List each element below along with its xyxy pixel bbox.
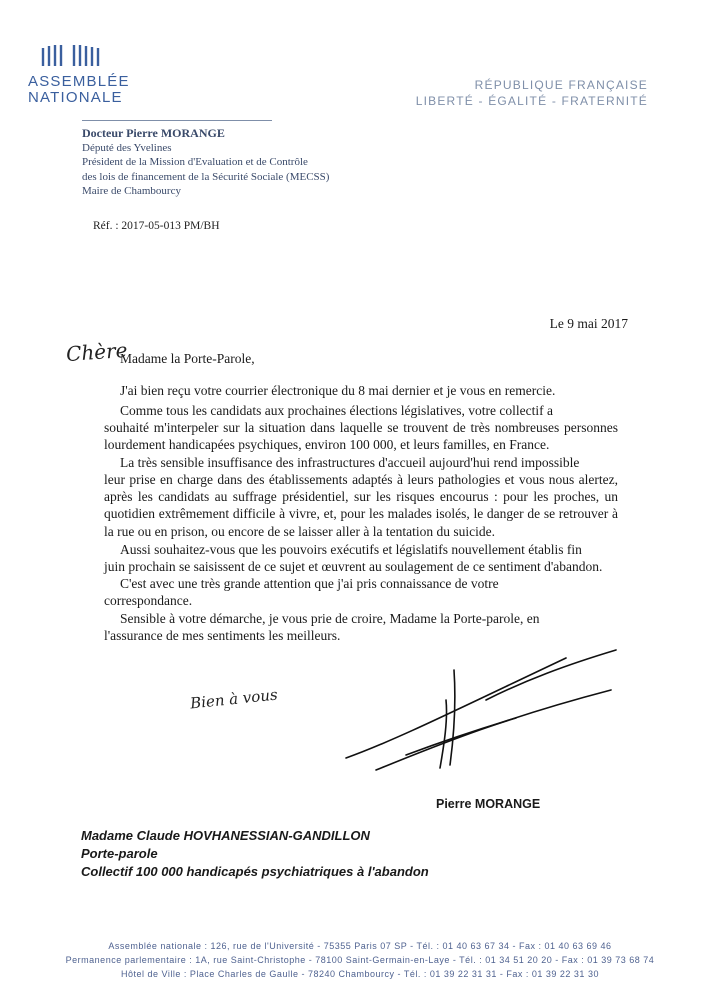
sender-line3: des lois de financement de la Sécurité Sociale (MECSS) [82, 170, 330, 183]
paragraph-6-rest: l'assurance de mes sentiments les meilleurs. [104, 628, 341, 643]
header-divider [82, 120, 272, 121]
sender-name: Docteur Pierre MORANGE [82, 126, 225, 140]
paragraph-2-rest: souhaité m'interpeler sur la situation dans laquelle se trouvent de très nombreuses personnes lourdement handicapées psychiques, environ 100 000, et leurs familles, en France. [104, 420, 618, 453]
sender-line2: Président de la Mission d'Evaluation et de Contrôle [82, 156, 308, 168]
addressee-block [81, 827, 429, 881]
paragraph-3-first-line: La très sensible insuffisance des infrastructures d'accueil aujourd'hui rend impossible [120, 455, 580, 470]
republic-motto: LIBERTÉ - ÉGALITÉ - FRATERNITÉ [415, 94, 648, 108]
paragraph-5-rest: correspondance. [104, 593, 193, 608]
sender-line4: Maire de Chambourcy [82, 185, 181, 197]
paragraph-3-rest: leur prise en charge dans des établissements adaptés à leurs pathologies et vous nous alertez, après les candidats au suffrage présidentiel, sur les risques encourus : pour les proches, un quotidien extrêmement difficile à vivre, et, pour les malades isolés, le danger de se retrouver à la rue ou en prison, ou encore de se laisser aller à la tentation du suicide. [104, 472, 618, 539]
salutation: Madame la Porte-Parole, [120, 351, 255, 366]
sender-block [82, 126, 329, 199]
handwritten-salutation: Chère [65, 337, 129, 367]
logo-text-line2: NATIONALE [28, 89, 123, 106]
paragraph-2-first-line: Comme tous les candidats aux prochaines élections législatives, votre collectif a [120, 403, 553, 418]
footer-line3: Hôtel de Ville : Place Charles de Gaulle - 78240 Chambourcy - Tél. : 01 39 22 31 31 - Fax : 01 39 22 31 30 [121, 969, 599, 979]
signatory-name: Pierre MORANGE [436, 797, 541, 811]
footer-line1: Assemblée nationale : 126, rue de l'Université - 75355 Paris 07 SP - Tél. : 01 40 63 67 34 - Fax : 01 40 63 69 46 [108, 941, 612, 951]
reference: Réf. : 2017-05-013 PM/BH [93, 220, 220, 232]
republic-title: RÉPUBLIQUE FRANÇAISE [474, 78, 648, 92]
paragraph-4-rest: juin prochain se saisissent de ce sujet et œuvrent au soulagement de ce sentiment d'abandon. [104, 559, 603, 574]
paragraph-5-first-line: C'est avec une très grande attention que j'ai pris connaissance de votre [120, 576, 499, 591]
paragraph-4-first-line: Aussi souhaitez-vous que les pouvoirs exécutifs et législatifs nouvellement établis fin [120, 542, 582, 557]
letter-date: Le 9 mai 2017 [549, 316, 628, 331]
sender-line1: Député des Yvelines [82, 141, 172, 154]
paragraph-6-first-line: Sensible à votre démarche, je vous prie de croire, Madame la Porte-parole, en [120, 611, 540, 626]
logo-text-line1: ASSEMBLÉE [28, 73, 130, 90]
paragraph-1: J'ai bien reçu votre courrier électronique du 8 mai dernier et je vous en remercie. [120, 383, 556, 398]
addressee-org: Collectif 100 000 handicapés psychiatriques à l'abandon [81, 864, 429, 879]
handwritten-closing: Bien à vous [189, 685, 279, 713]
addressee-name: Madame Claude HOVHANESSIAN-GANDILLON [81, 828, 370, 843]
signature-icon [336, 640, 626, 780]
footer-line2: Permanence parlementaire : 1A, rue Saint-Christophe - 78100 Saint-Germain-en-Laye - Tél. : 01 34 51 20 20 - Fax : 01 39 73 68 74 [65, 955, 655, 965]
addressee-role: Porte-parole [81, 846, 158, 861]
assemblee-nationale-logo-icon [38, 42, 108, 68]
